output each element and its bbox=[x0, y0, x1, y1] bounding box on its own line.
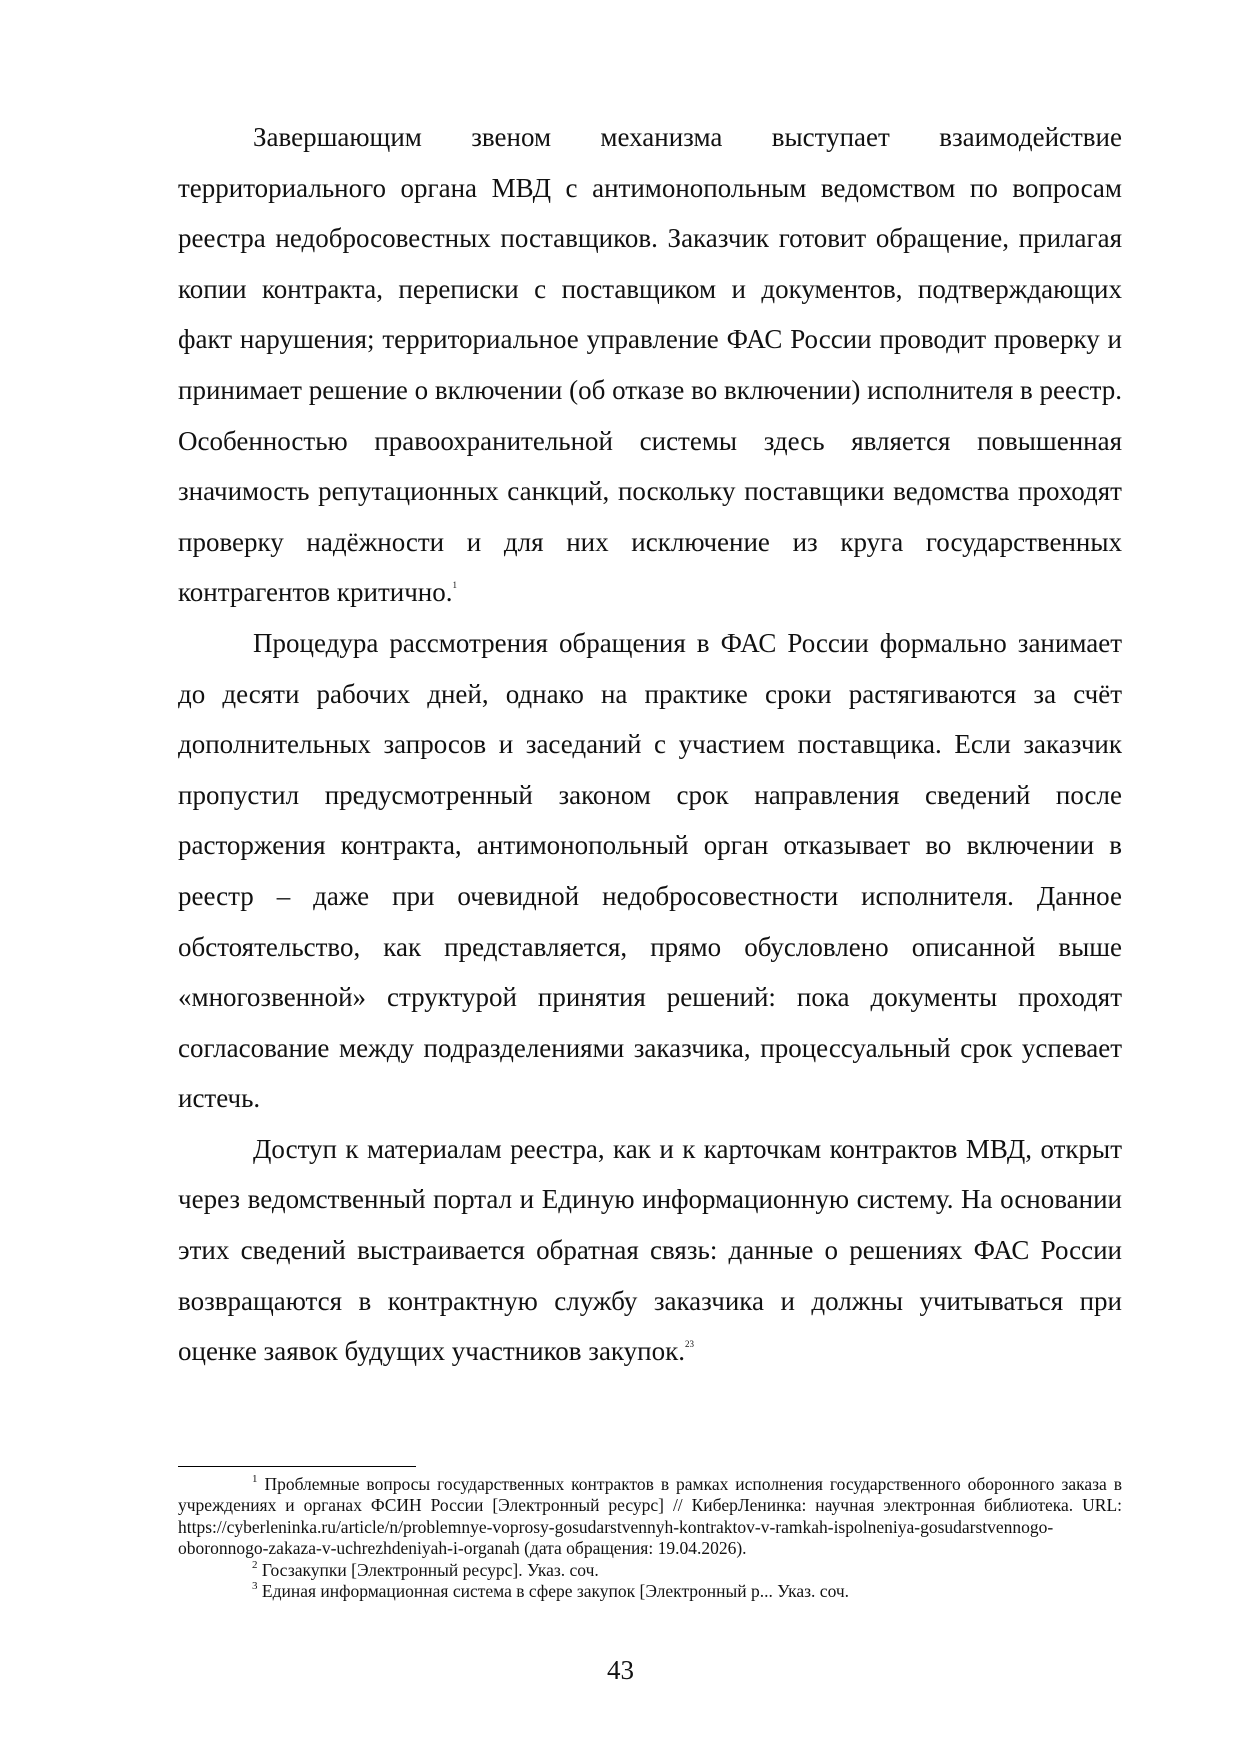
footnote-reference[interactable]: 23 bbox=[685, 1339, 694, 1350]
footnote-mark: 1 bbox=[252, 1473, 258, 1486]
paragraph-text: Процедура рассмотрения обращения в ФАС России формально занимает до десяти рабочих дней, однако на практике сроки растягиваются за счёт дополнительных запросов и заседаний с участием поставщика. Если заказчик пропустил предусмотренный законом срок направления сведений после расторжения контракта, антимонопольный орган отказывает во включении в реестр – даже при очевидной недобросовестности исполнителя. Данное обстоятельство, как представляется, прямо обусловлено описанной выше «многозвенной» структурой принятия решений: пока документы проходят согласование между подразделениями заказчика, процессуальный срок успевает истечь. bbox=[178, 627, 1122, 1114]
page-number: 43 bbox=[607, 1655, 634, 1685]
footnote bbox=[178, 1474, 1122, 1560]
paragraph-text: Завершающим звеном механизма выступает взаимодействие территориального органа МВД с антимонопольным ведомством по вопросам реестра недобросовестных поставщиков. Заказчик готовит обращение, прилагая копии контракта, переписки с поставщиком и документов, подтверждающих факт нарушения; территориальное управление ФАС России проводит проверку и принимает решение о включении (об отказе во включении) исполнителя в реестр. Особенностью правоохранительной системы здесь является повышенная значимость репутационных санкций, поскольку поставщики ведомства проходят проверку надёжности и для них исключение из круга государственных контрагентов критично. bbox=[178, 122, 1122, 608]
body-text bbox=[178, 112, 1122, 1377]
footnote-separator bbox=[178, 1466, 416, 1467]
footnotes bbox=[178, 1474, 1122, 1602]
footnote-mark: 3 bbox=[252, 1580, 258, 1593]
paragraph bbox=[178, 618, 1122, 1124]
footnote-text: Госзакупки [Электронный ресурс]. Указ. соч. bbox=[261, 1559, 599, 1580]
paragraph-text: Доступ к материалам реестра, как и к карточкам контрактов МВД, открыт через ведомственный портал и Единую информационную систему. На основании этих сведений выстраивается обратная связь: данные о решениях ФАС России возвращаются в контрактную службу заказчика и должны учитываться при оценке заявок будущих участников закупок. bbox=[178, 1133, 1122, 1367]
footnote-reference[interactable]: 1 bbox=[452, 580, 457, 591]
footnote-text: Единая информационная система в сфере закупок [Электронный р... Указ. соч. bbox=[261, 1581, 850, 1602]
footnote-text: Проблемные вопросы государственных контрактов в рамках исполнения государственного оборонного заказа в учреждениях и органах ФСИН России [Электронный ресурс] // КиберЛенинка: научная электронная библиотека. URL: https://cyberleninka.ru/article/n/problemnye-voprosy-gosudarstvennyh-kontraktov-v-ramkah-ispolneniya-gosudarstvennogo-oboronnogo-zakaza-v-uchrezhdeniyah-i-organah (дата обращения: 19.04.2026). bbox=[178, 1474, 1123, 1559]
footnote-mark: 2 bbox=[252, 1558, 258, 1571]
paragraph bbox=[178, 1124, 1122, 1377]
footnote bbox=[178, 1581, 1122, 1602]
paragraph bbox=[178, 112, 1122, 618]
footnote bbox=[178, 1560, 1122, 1581]
